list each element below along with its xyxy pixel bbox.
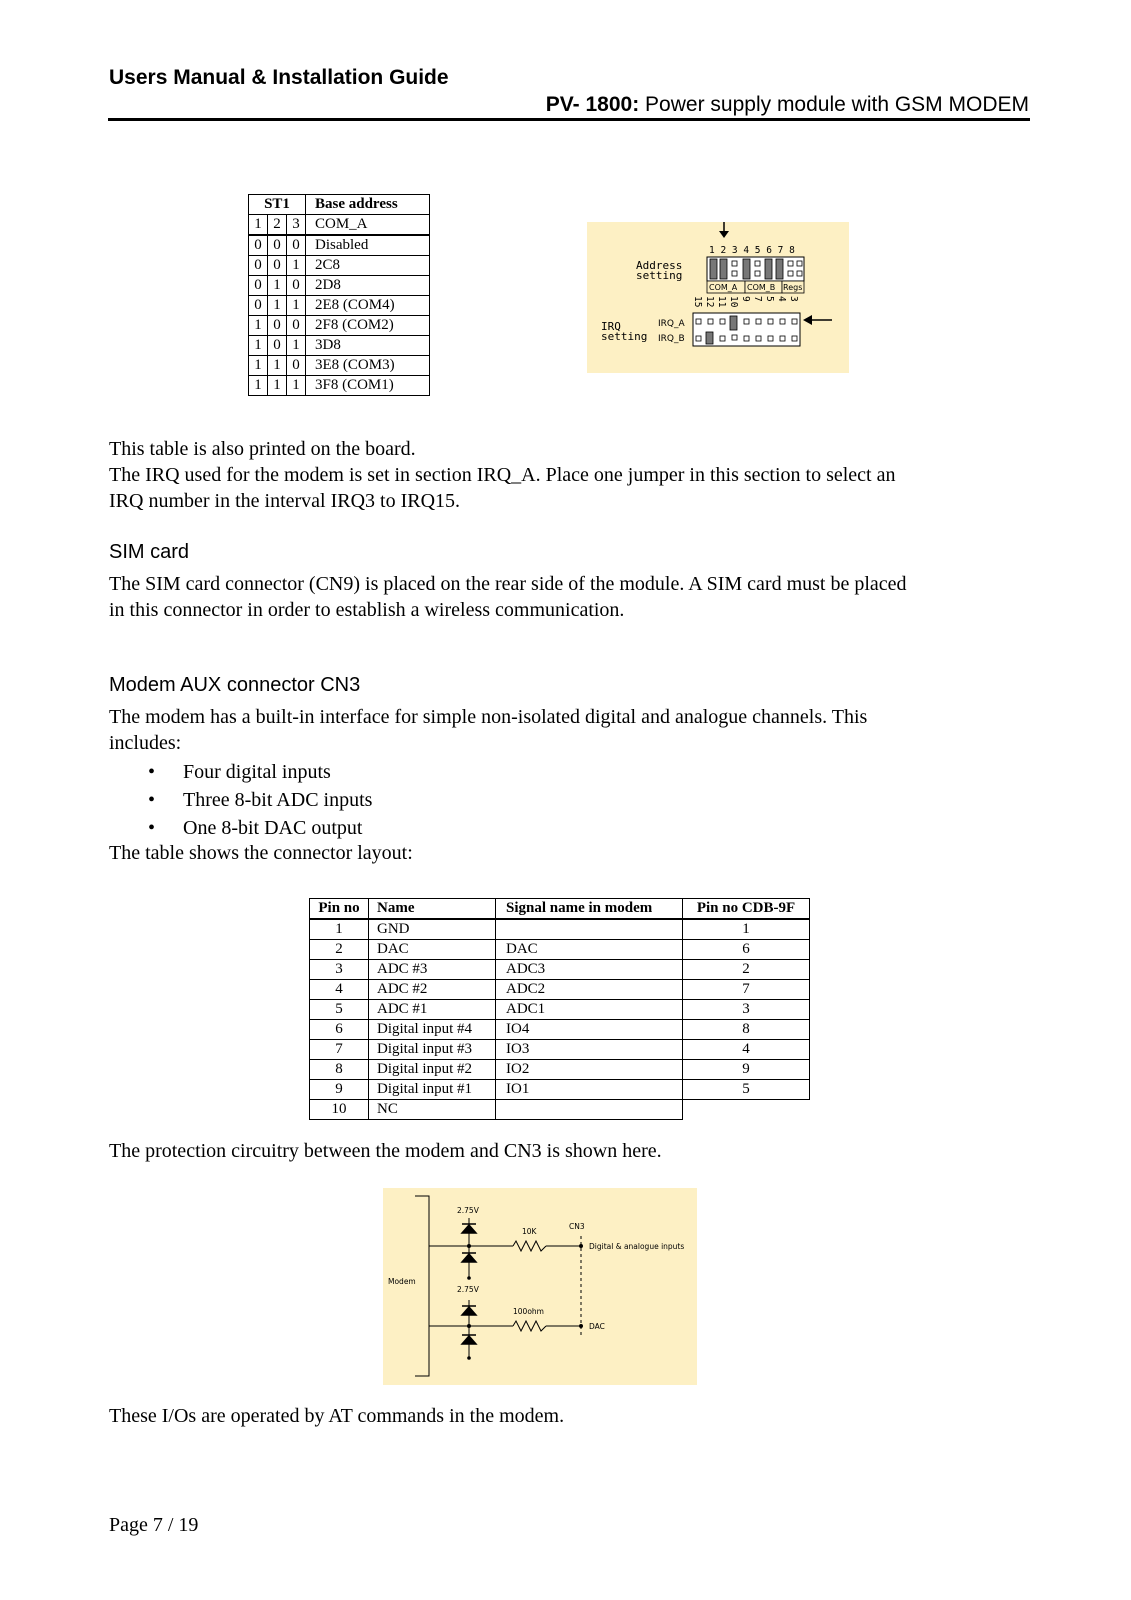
column-header: Name	[369, 899, 496, 920]
table-cell: ADC3	[496, 960, 683, 980]
irq-label-line2: setting	[601, 330, 648, 343]
table-cell: 7	[310, 1040, 369, 1060]
table-cell: 0	[249, 276, 268, 296]
table-row	[310, 960, 810, 980]
paragraph-line: The modem has a built-in interface for simple non-isolated digital and analogue channels. This	[109, 706, 868, 728]
table-cell: 9	[683, 1060, 810, 1080]
io-label: Digital & analogue inputs	[589, 1242, 685, 1251]
junction-dot	[467, 1244, 471, 1248]
irq-number: 5	[764, 296, 775, 302]
bullet-icon: •	[148, 789, 156, 811]
list-item-text: Three 8-bit ADC inputs	[183, 789, 373, 811]
table-cell: Digital input #1	[369, 1080, 496, 1100]
table-cell: ADC #2	[369, 980, 496, 1000]
table-row	[249, 376, 430, 396]
table-row	[310, 919, 810, 940]
table-cell: Digital input #4	[369, 1020, 496, 1040]
table-cell: IO4	[496, 1020, 683, 1040]
table-cell: DAC	[369, 940, 496, 960]
base-address-header: Base address	[306, 195, 430, 215]
table-cell: 1	[287, 376, 306, 396]
closing-text: These I/Os are operated by AT commands in the modem.	[109, 1405, 565, 1427]
table-cell: 9	[310, 1080, 369, 1100]
table-cell: 2	[310, 940, 369, 960]
regs-label: Regs	[783, 283, 803, 292]
table-cell: 3D8	[306, 336, 430, 356]
irq-number: 12	[704, 296, 715, 308]
table-cell: 1	[249, 376, 268, 396]
table-row	[310, 940, 810, 960]
table-cell: GND	[369, 919, 496, 940]
cn3-label: CN3	[569, 1222, 585, 1231]
table-cell: NC	[369, 1100, 496, 1120]
st1-subheader-row	[249, 215, 430, 236]
aux-connector-heading: Modem AUX connector CN3	[109, 674, 361, 696]
address-jumper-block	[707, 257, 804, 281]
table-cell: 4	[310, 980, 369, 1000]
table-cell: Digital input #2	[369, 1060, 496, 1080]
irq-number: 11	[716, 296, 727, 308]
resistor-100ohm-label: 100ohm	[513, 1307, 544, 1316]
list-item-text: Four digital inputs	[183, 761, 331, 783]
list-item-text: One 8-bit DAC output	[183, 817, 363, 839]
table-cell: 6	[310, 1020, 369, 1040]
table-cell: ADC2	[496, 980, 683, 1000]
table-cell: 1	[268, 296, 287, 316]
board-note-paragraph	[109, 436, 896, 514]
irq-jumper-block	[693, 313, 800, 346]
sim-card-paragraph	[109, 571, 907, 623]
st1-header: ST1	[249, 195, 306, 215]
aux-intro-paragraph	[109, 704, 867, 756]
table-header-row	[310, 899, 810, 920]
resistor-10k	[513, 1241, 546, 1251]
table-cell: ADC #1	[369, 1000, 496, 1020]
product-code: PV- 1800:	[545, 93, 640, 116]
protection-circuit-figure	[383, 1188, 697, 1385]
table-cell: 0	[268, 316, 287, 336]
address-label-line1: Address	[636, 259, 683, 272]
product-title	[546, 93, 1029, 117]
irq-number: 4	[776, 296, 787, 302]
table-row	[249, 276, 430, 296]
com-a-label: COM_A	[709, 283, 738, 292]
modem-label: Modem	[388, 1277, 416, 1286]
table-cell: 2F8 (COM2)	[306, 316, 430, 336]
irq-number: 3	[788, 296, 799, 302]
table-cell: 1	[310, 919, 369, 940]
list-item	[146, 787, 372, 815]
table-cell: 8	[310, 1060, 369, 1080]
irq-a-label: IRQ_A	[658, 319, 685, 329]
column-header: Signal name in modem	[496, 899, 683, 920]
table-row	[310, 1040, 810, 1060]
st1-subheader-cell: 2	[268, 215, 287, 236]
irq-number: 15	[692, 296, 703, 308]
protection-text: The protection circuitry between the modem and CN3 is shown here.	[109, 1140, 662, 1162]
voltage-mid-label: 2.75V	[457, 1285, 479, 1294]
junction-dot	[467, 1324, 471, 1328]
table-cell: DAC	[496, 940, 683, 960]
irq-b-label: IRQ_B	[658, 334, 685, 344]
table-row	[310, 1100, 810, 1120]
irq-number: 9	[740, 296, 751, 302]
table-cell: 1	[249, 356, 268, 376]
paragraph-line: The SIM card connector (CN9) is placed on the rear side of the module. A SIM card must be placed	[109, 573, 907, 595]
table-row	[310, 980, 810, 1000]
table-row	[310, 1000, 810, 1020]
table-cell: 3E8 (COM3)	[306, 356, 430, 376]
modem-bracket	[415, 1196, 429, 1376]
table-row	[249, 296, 430, 316]
table-cell: IO3	[496, 1040, 683, 1060]
terminal-dot	[467, 1356, 471, 1360]
irq-number: 7	[752, 296, 763, 302]
list-item	[146, 759, 372, 787]
paragraph-line: includes:	[109, 732, 182, 754]
table-row	[249, 356, 430, 376]
voltage-top-label: 2.75V	[457, 1206, 479, 1215]
table-cell: Digital input #3	[369, 1040, 496, 1060]
table-cell: 0	[268, 336, 287, 356]
com-b-label: COM_B	[747, 283, 776, 292]
table-cell: 0	[287, 276, 306, 296]
left-arrow-icon	[803, 315, 832, 325]
table-cell: 2D8	[306, 276, 430, 296]
table-cell: ADC #3	[369, 960, 496, 980]
table-cell: 7	[683, 980, 810, 1000]
dac-label: DAC	[589, 1322, 605, 1331]
table-cell: 3	[683, 1000, 810, 1020]
terminal-dot	[467, 1276, 471, 1280]
table-cell: 1	[268, 276, 287, 296]
table-row	[249, 316, 430, 336]
table-cell: 2E8 (COM4)	[306, 296, 430, 316]
table-cell: 1	[249, 316, 268, 336]
table-cell: 0	[287, 356, 306, 376]
product-description: Power supply module with GSM MODEM	[645, 93, 1029, 116]
down-arrow-icon	[719, 222, 729, 238]
cn3-connector-table	[309, 898, 810, 1120]
table-cell: 1	[287, 256, 306, 276]
table-cell: 0	[249, 296, 268, 316]
table-cell: 8	[683, 1020, 810, 1040]
table-row	[249, 336, 430, 356]
table-cell: 1	[268, 356, 287, 376]
table-intro-text: The table shows the connector layout:	[109, 842, 413, 864]
table-cell: 2C8	[306, 256, 430, 276]
table-cell: 1	[268, 376, 287, 396]
table-cell: 0	[287, 316, 306, 336]
st1-subheader-cell: COM_A	[306, 215, 430, 236]
paragraph-line: This table is also printed on the board.	[109, 438, 416, 460]
table-cell: 1	[683, 919, 810, 940]
list-item	[146, 815, 372, 843]
column-header: Pin no CDB-9F	[683, 899, 810, 920]
manual-title: Users Manual & Installation Guide	[109, 66, 449, 89]
table-cell: 5	[310, 1000, 369, 1020]
bullet-icon: •	[148, 817, 156, 839]
table-cell: 0	[268, 256, 287, 276]
table-cell	[683, 1100, 810, 1120]
table-row	[310, 1020, 810, 1040]
table-cell: 4	[683, 1040, 810, 1060]
header-rule	[108, 118, 1030, 121]
bullet-icon: •	[148, 761, 156, 783]
table-cell: 0	[287, 235, 306, 256]
table-row	[249, 235, 430, 256]
table-cell	[496, 1100, 683, 1120]
table-cell: 0	[249, 235, 268, 256]
jumper-board-figure	[587, 222, 849, 373]
irq-number: 10	[728, 296, 739, 308]
sim-card-heading: SIM card	[109, 541, 190, 563]
st1-subheader-cell: 3	[287, 215, 306, 236]
table-cell: 3F8 (COM1)	[306, 376, 430, 396]
resistor-10k-label: 10K	[522, 1227, 537, 1236]
st1-subheader-cell: 1	[249, 215, 268, 236]
table-cell: 1	[287, 296, 306, 316]
table-cell: 0	[268, 235, 287, 256]
table-cell: 1	[249, 336, 268, 356]
column-header: Pin no	[310, 899, 369, 920]
paragraph-line: IRQ number in the interval IRQ3 to IRQ15.	[109, 490, 461, 512]
st1-base-address-table	[248, 194, 430, 396]
table-cell: Disabled	[306, 235, 430, 256]
paragraph-line: in this connector in order to establish a wireless communication.	[109, 599, 625, 621]
irq-label-line1: IRQ	[601, 320, 621, 333]
table-cell: IO1	[496, 1080, 683, 1100]
table-cell: 0	[249, 256, 268, 276]
junction-dot	[579, 1324, 583, 1328]
table-cell: 10	[310, 1100, 369, 1120]
address-top-numbers: 1 2 3 4 5 6 7 8	[709, 245, 795, 256]
table-cell: ADC1	[496, 1000, 683, 1020]
table-cell: IO2	[496, 1060, 683, 1080]
table-cell: 6	[683, 940, 810, 960]
page-number: Page 7 / 19	[109, 1514, 199, 1536]
resistor-100ohm	[513, 1321, 546, 1331]
aux-feature-list	[146, 759, 372, 843]
table-cell: 1	[287, 336, 306, 356]
table-row	[249, 256, 430, 276]
table-cell: 2	[683, 960, 810, 980]
table-row	[310, 1060, 810, 1080]
table-cell	[496, 919, 683, 940]
paragraph-line: The IRQ used for the modem is set in section IRQ_A. Place one jumper in this section to select an	[109, 464, 896, 486]
address-label-line2: setting	[636, 269, 683, 282]
table-row	[310, 1080, 810, 1100]
table-cell: 5	[683, 1080, 810, 1100]
table-cell: 3	[310, 960, 369, 980]
junction-dot	[579, 1244, 583, 1248]
irq-number-labels	[692, 296, 799, 308]
